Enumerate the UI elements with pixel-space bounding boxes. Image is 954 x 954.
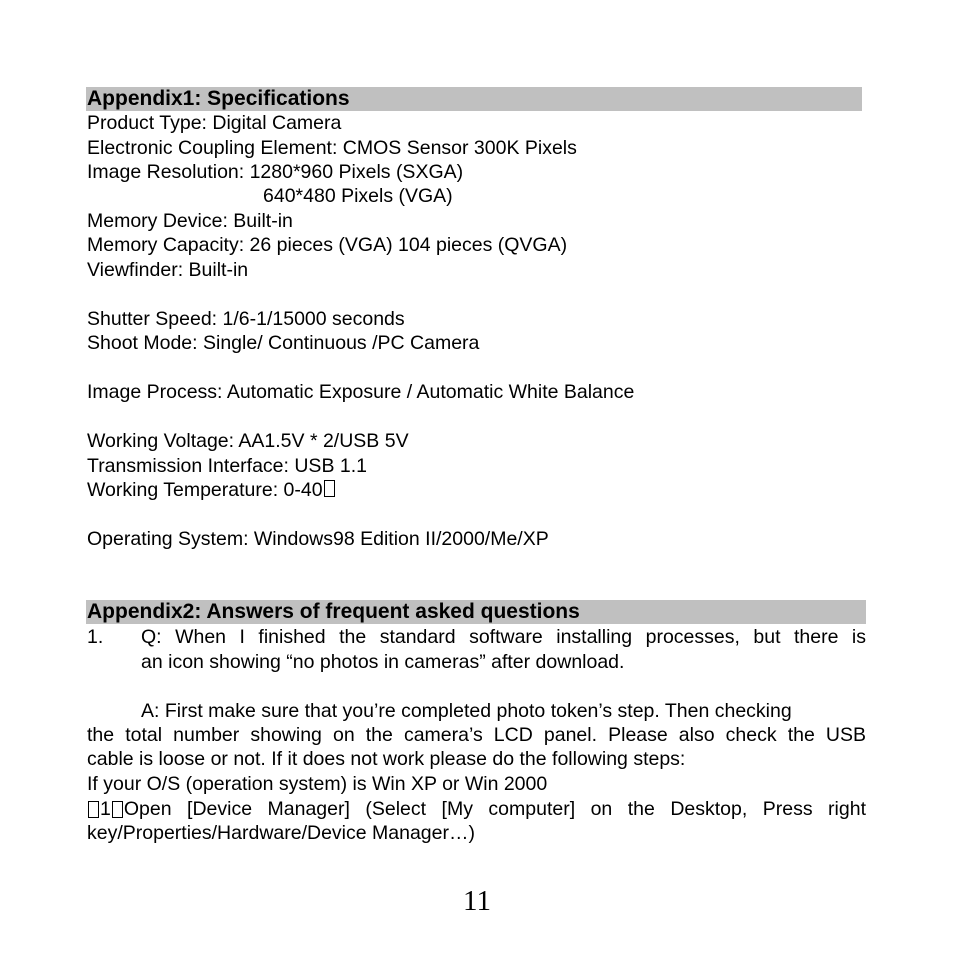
faq-step-number: 1	[100, 798, 111, 820]
faq-os-line: If your O/S (operation system) is Win XP or Win 2000	[87, 773, 548, 795]
spec-memory-device: Memory Device: Built-in	[87, 210, 293, 232]
appendix1-heading: Appendix1: Specifications	[86, 87, 862, 111]
appendix2-heading: Appendix2: Answers of frequent asked questions	[86, 600, 866, 624]
missing-glyph-icon	[112, 801, 123, 818]
spec-transmission-interface: Transmission Interface: USB 1.1	[87, 455, 367, 477]
faq-question-line1: Q: When I finished the standard software installing processes, but there is	[141, 626, 866, 648]
spec-memory-capacity: Memory Capacity: 26 pieces (VGA) 104 pieces (QVGA)	[87, 234, 568, 256]
spec-product-type: Product Type: Digital Camera	[87, 112, 342, 134]
faq-step-line2: key/Properties/Hardware/Device Manager…)	[87, 822, 475, 844]
spec-shoot-mode: Shoot Mode: Single/ Continuous /PC Camera	[87, 332, 480, 354]
faq-answer-line1: A: First make sure that you’re completed photo token’s step. Then checking	[141, 700, 792, 722]
spec-working-temperature-text: Working Temperature: 0-40	[87, 479, 323, 501]
faq-question-line2: an icon showing “no photos in cameras” after download.	[141, 651, 625, 673]
faq-answer-line2: the total number showing on the camera’s LCD panel. Please also check the USB	[87, 724, 866, 746]
faq-step-line1-text: Open [Device Manager] (Select [My computer] on the Desktop, Press right	[123, 798, 866, 820]
spec-shutter-speed: Shutter Speed: 1/6-1/15000 seconds	[87, 308, 405, 330]
spec-coupling-element: Electronic Coupling Element: CMOS Sensor 300K Pixels	[87, 137, 577, 159]
page-number: 11	[463, 885, 491, 917]
faq-item-number: 1.	[87, 626, 104, 648]
faq-step-line1	[87, 797, 866, 821]
missing-glyph-icon	[88, 801, 99, 818]
spec-image-process: Image Process: Automatic Exposure / Automatic White Balance	[87, 381, 635, 403]
spec-image-resolution-vga: 640*480 Pixels (VGA)	[263, 185, 453, 207]
spec-image-resolution: Image Resolution: 1280*960 Pixels (SXGA)	[87, 161, 464, 183]
faq-answer-line3: cable is loose or not. If it does not work please do the following steps:	[87, 748, 686, 770]
missing-glyph-icon	[324, 480, 335, 497]
spec-working-voltage: Working Voltage: AA1.5V * 2/USB 5V	[87, 430, 409, 452]
spec-working-temperature	[87, 478, 336, 502]
spec-viewfinder: Viewfinder: Built-in	[87, 259, 249, 281]
spec-operating-system: Operating System: Windows98 Edition II/2000/Me/XP	[87, 528, 549, 550]
